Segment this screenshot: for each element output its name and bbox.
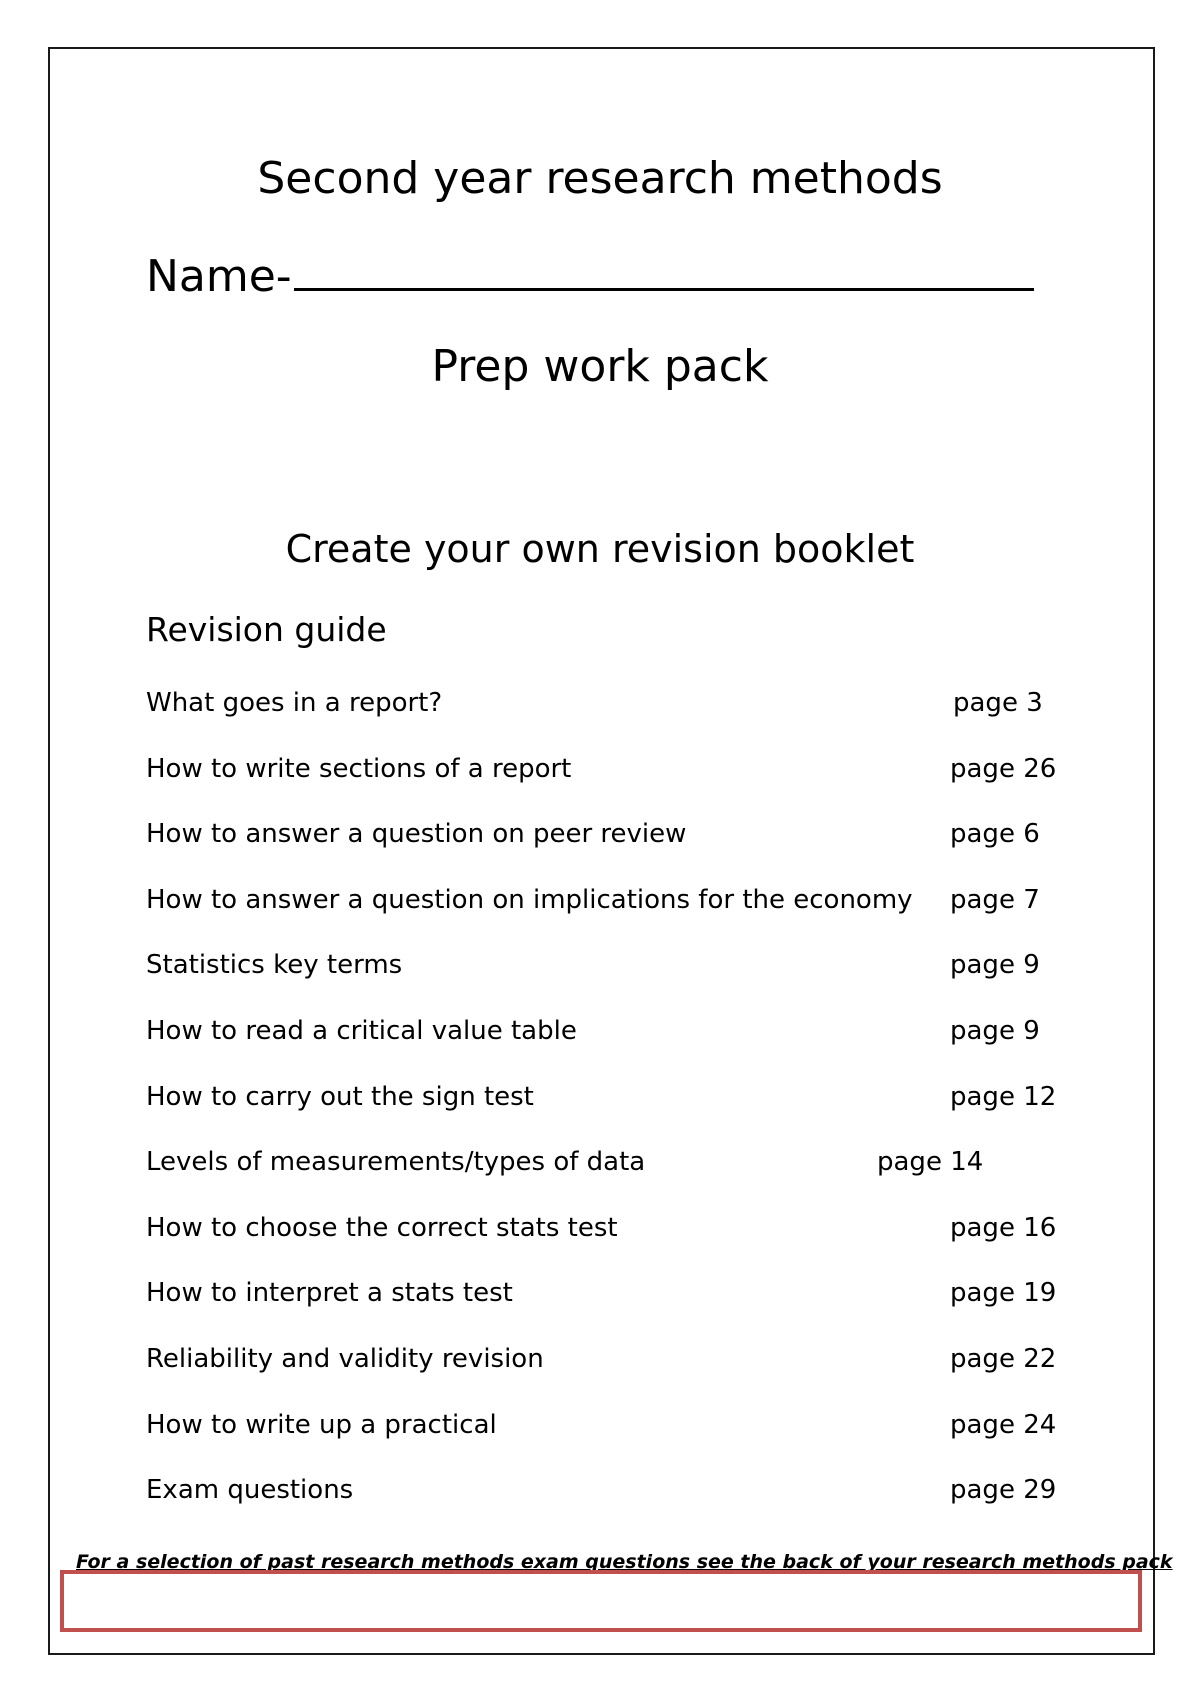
toc-item-page: page 9: [950, 1015, 1040, 1046]
toc-item-label: Levels of measurements/types of data: [146, 1147, 646, 1178]
toc-item-page: page 16: [950, 1212, 1057, 1243]
toc-item-page: page 24: [950, 1409, 1057, 1440]
toc-item-page: page 3: [953, 688, 1043, 718]
highlight-box: [60, 1570, 1142, 1632]
toc-row: [146, 1147, 1066, 1213]
footnote: For a selection of past research methods exam questions see the back of your research methods pack: [76, 1551, 1173, 1573]
toc-item-page: page 14: [877, 1147, 984, 1178]
toc-row: [146, 1344, 1066, 1410]
toc-row: [146, 1213, 1066, 1279]
toc-item-label: How to write sections of a report: [146, 753, 572, 784]
toc-item-label: How to carry out the sign test: [146, 1081, 534, 1112]
toc-item-label: What goes in a report?: [146, 688, 443, 718]
revision-guide-heading: Revision guide: [146, 610, 387, 649]
toc-item-label: How to interpret a stats test: [146, 1278, 513, 1309]
toc-item-page: page 9: [950, 950, 1040, 981]
name-field-row: [146, 248, 1034, 302]
toc-row: [146, 885, 1066, 951]
document-subtitle: Prep work pack: [431, 341, 769, 392]
toc-row: [146, 819, 1066, 885]
toc-row: [146, 1475, 1066, 1541]
toc-item-page: page 6: [950, 819, 1040, 850]
toc-item-page: page 29: [950, 1475, 1057, 1506]
name-blank-line: [294, 248, 1034, 291]
toc-row: [146, 950, 1066, 1016]
toc-item-label: How to answer a question on implications for the economy: [146, 884, 913, 915]
toc-item-label: Statistics key terms: [146, 950, 403, 981]
toc-item-label: How to choose the correct stats test: [146, 1212, 618, 1243]
name-label: Name-: [146, 251, 292, 302]
toc-row: [146, 1278, 1066, 1344]
toc-row: [146, 688, 1066, 754]
toc-row: [146, 1016, 1066, 1082]
toc-item-label: How to answer a question on peer review: [146, 819, 687, 850]
document-title: Second year research methods: [257, 153, 943, 204]
table-of-contents: [146, 688, 1066, 1541]
toc-item-page: page 12: [950, 1081, 1057, 1112]
toc-item-label: How to write up a practical: [146, 1409, 497, 1440]
booklet-heading: Create your own revision booklet: [285, 527, 915, 571]
toc-item-label: How to read a critical value table: [146, 1015, 577, 1046]
toc-item-page: page 22: [950, 1343, 1057, 1374]
toc-item-label: Exam questions: [146, 1475, 354, 1506]
toc-item-page: page 19: [950, 1278, 1057, 1309]
toc-item-page: page 26: [950, 753, 1057, 784]
toc-row: [146, 754, 1066, 820]
toc-item-page: page 7: [950, 884, 1040, 915]
toc-row: [146, 1082, 1066, 1148]
toc-item-label: Reliability and validity revision: [146, 1343, 544, 1374]
toc-row: [146, 1410, 1066, 1476]
